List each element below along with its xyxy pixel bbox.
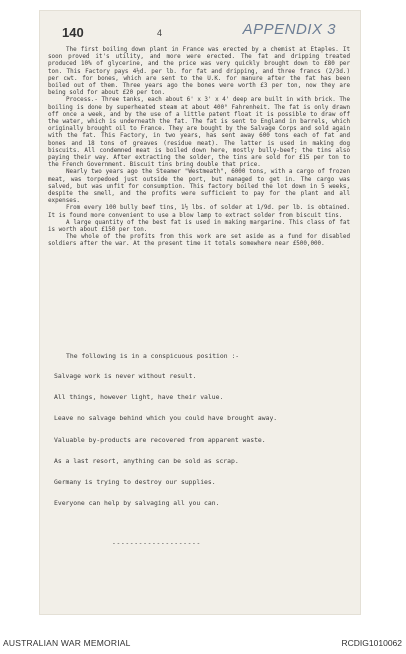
record-id: RCDIG1010062: [341, 638, 402, 648]
notice-item: Germany is trying to destroy our supplies.: [54, 477, 216, 486]
archive-footer: [0, 638, 406, 650]
page-sub-number: 4: [157, 28, 163, 38]
document-page: [40, 11, 360, 614]
notice-item: As a last resort, anything can be sold as scrap.: [54, 456, 239, 465]
notice-item: All things, however light, have their value.: [54, 393, 224, 402]
paragraph: Process.- Three tanks, each about 6' x 3' x 4' deep are built in with brick. The boiling is done by superheated steam at about 400° Fahrenheit. The fat is only drawn off once a week, and by the use of a little patent float it is possible to draw off the water, which is underneath the fat. The fat is sent to England in barrels, which originally brought oil to France. They are bought by the Salvage Corps and sold again with the fat. This Factory, in two years, has sent away 600 tons each of fat and bones and 18 tons of greaves (residue meat). The latter is used in making dog biscuits. All condemned meat is boiled down here, mostly bully-beef; the tins also paying their way. After extracting the solder, the tins are sold for £15 per ton to the French Government. Biscuit tins bring double that price.: [48, 97, 350, 169]
paragraph: The first boiling down plant in France was erected by a chemist at Etaples. It soon proved it's utility, and more were erected. The fat and dripping treated produced 10% of glycerine, and the price was very quickly brought down to £80 per ton. This Factory pays 4½d. per lb. for fat and dripping, and three francs (2/3d.) per cwt. for bones, which are sent to the U.K. for manure after the fat has been boiled out of them. Three years ago the bones were worth £3 per ton, now they are being sold for about £20 per ton.: [48, 47, 350, 97]
paragraph: Nearly two years ago the Steamer "Westmeath", 6000 tons, with a cargo of frozen meat, was torpedoed just outside the port, but managed to get in. The cargo was salved, but was unfit for consumption. This factory boiled the lot down in 5 weeks, despite the smell, and the profits were sufficient to pay for the plant and all expenses.: [48, 169, 350, 205]
notice-item: Leave no salvage behind which you could have brought away.: [54, 414, 278, 423]
notice-list: [54, 372, 350, 520]
archive-name: AUSTRALIAN WAR MEMORIAL: [3, 638, 131, 648]
notice-item: Salvage work is never without result.: [54, 372, 197, 380]
paragraph: The whole of the profits from this work are set aside as a fund for disabled soldiers after the war. At the present time it totals somewhere near £500,000.: [48, 234, 350, 248]
notice-item: Everyone can help by salvaging all you can.: [54, 499, 220, 508]
notice-heading: The following is in a conspicuous position :-: [66, 352, 240, 360]
notice-item: Valuable by-products are recovered from apparent waste.: [54, 435, 266, 444]
paragraph: A large quantity of the best fat is used in making margarine. This class of fat is worth about £150 per ton.: [48, 219, 350, 234]
paragraph: From every 100 bully beef tins, 1½ lbs. of solder at 1/9d. per lb. is obtained. It is found more convenient to use a blow lamp to extract solder from biscuit tins.: [48, 205, 350, 219]
closing-rule: --------------------: [112, 539, 201, 547]
page-header: [62, 21, 348, 45]
appendix-annotation: APPENDIX 3: [242, 21, 336, 38]
page-number: 140: [62, 25, 84, 40]
body-text: [48, 47, 350, 249]
